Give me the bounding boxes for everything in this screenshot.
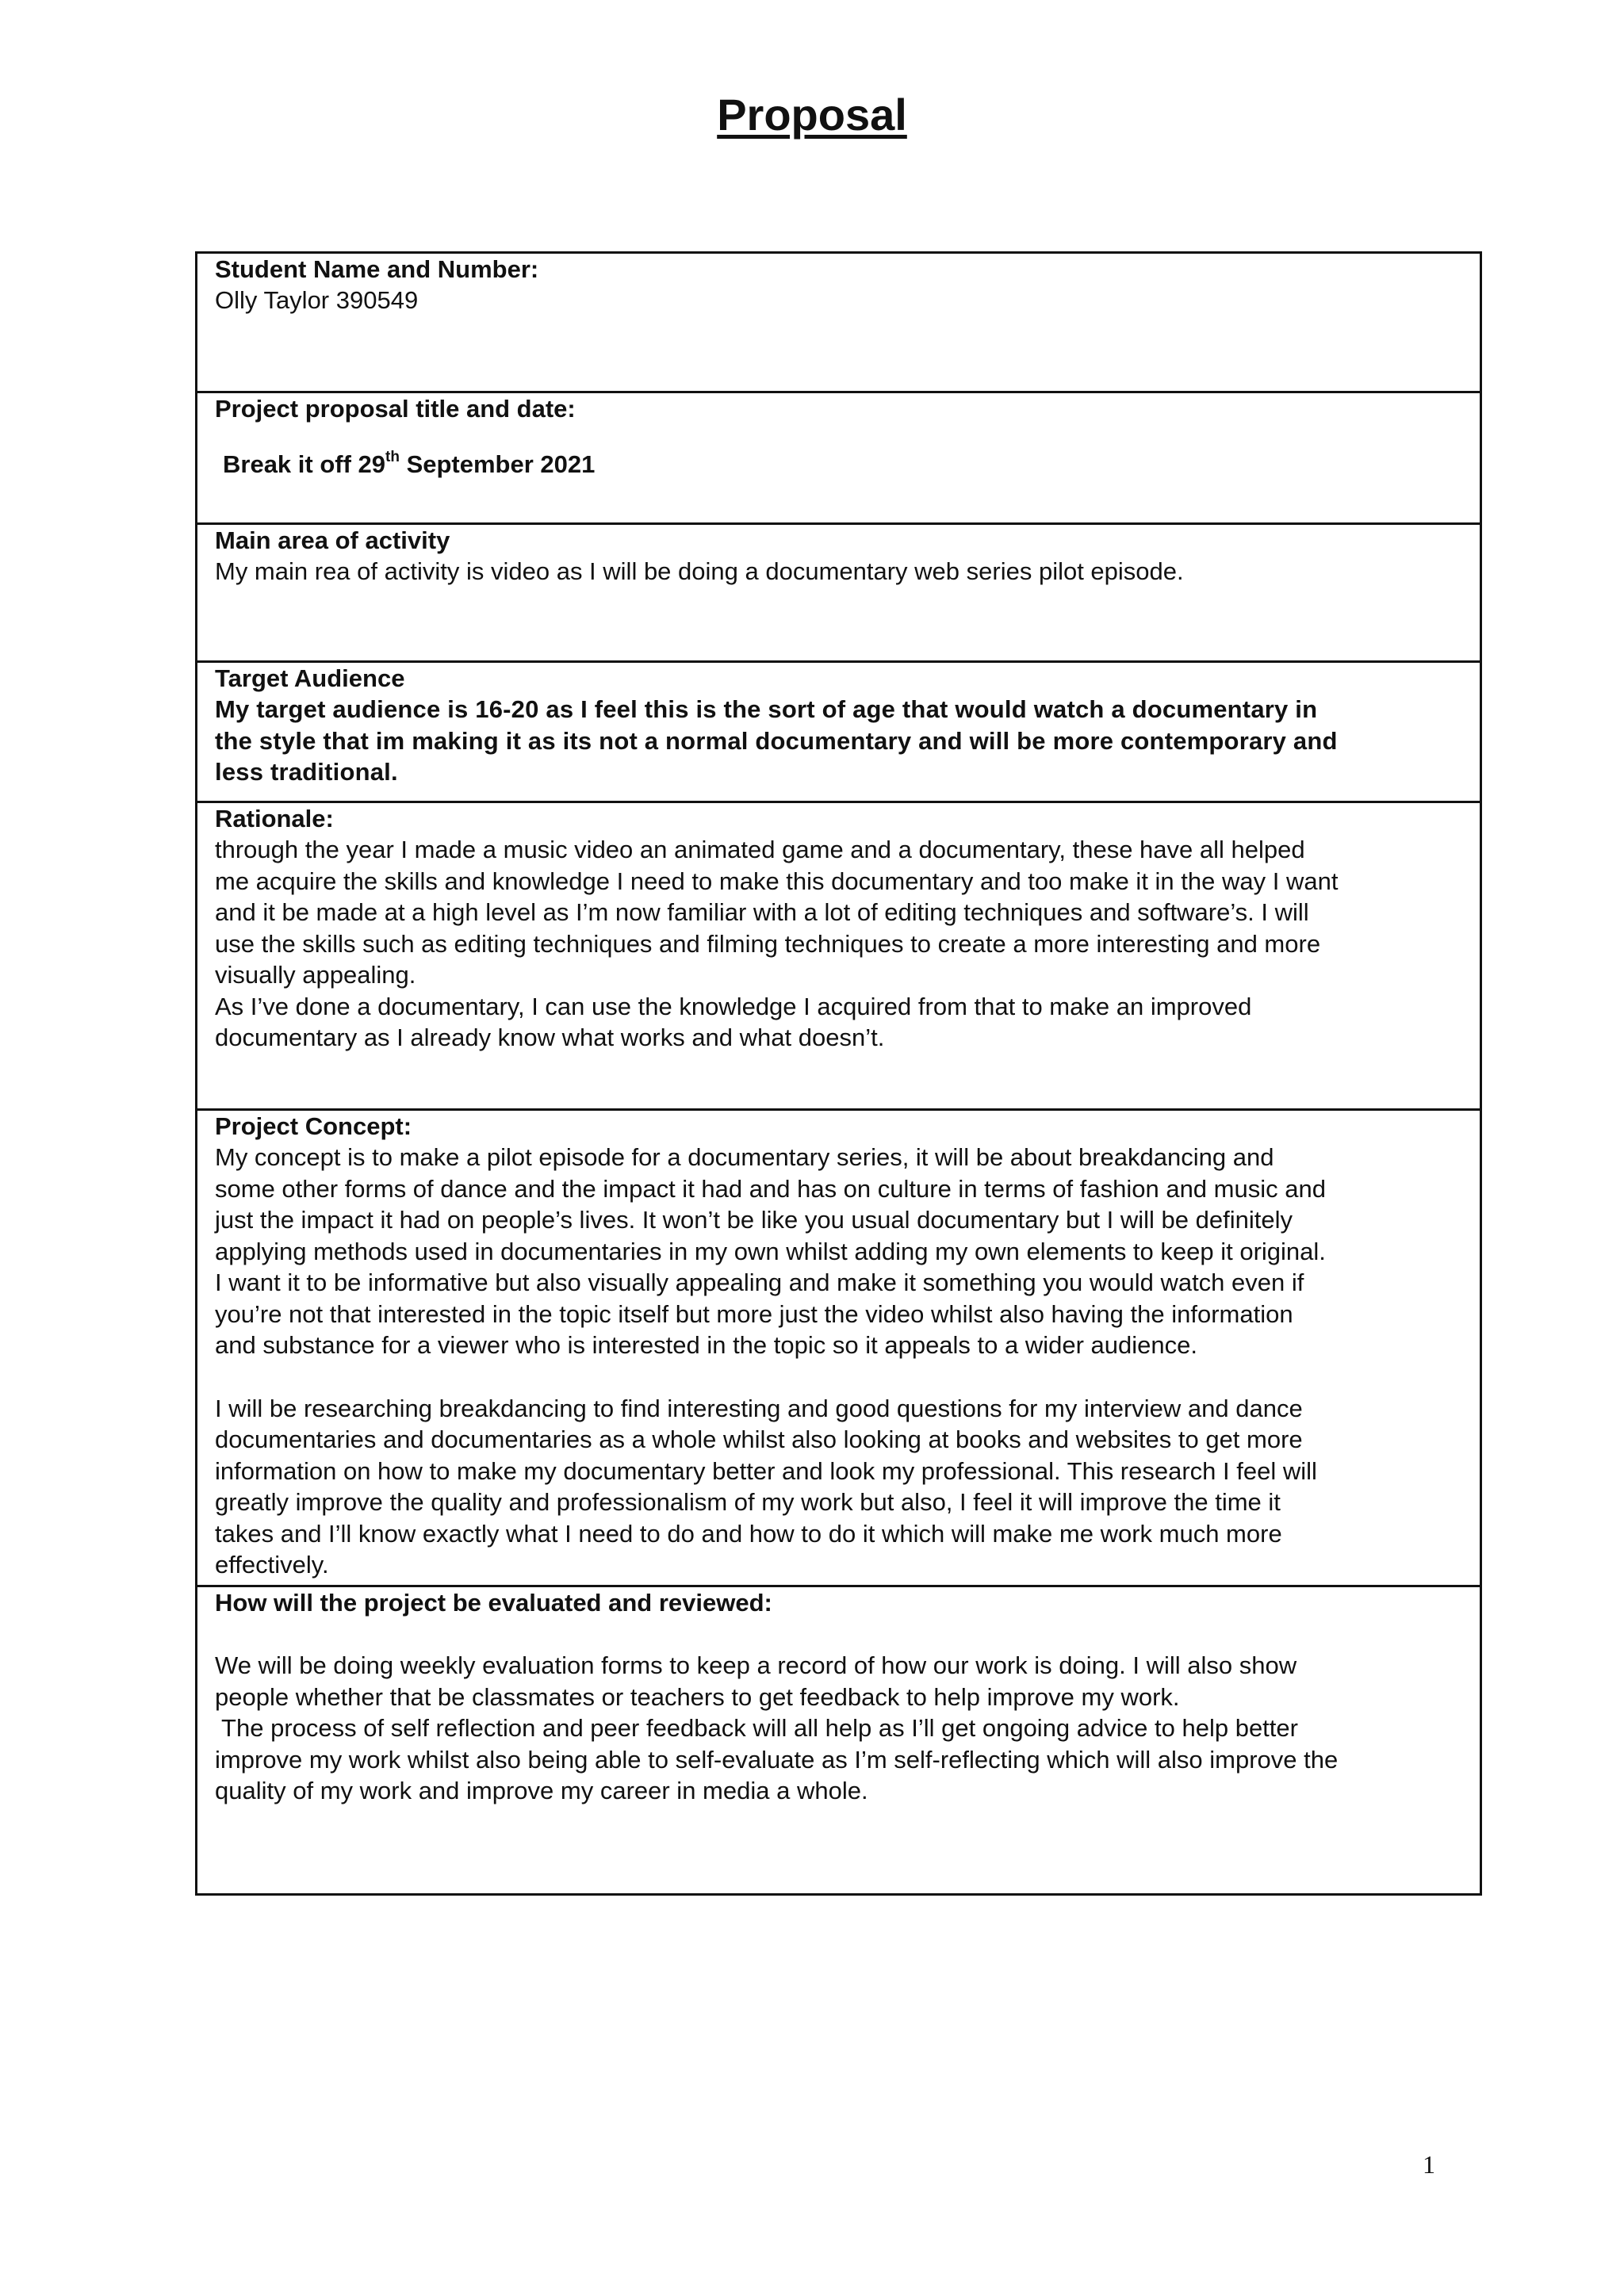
- concept-line: information on how to make my documentary better and look my professional. This research I feel will: [215, 1456, 1317, 1485]
- concept-line: I will be researching breakdancing to find interesting and good questions for my interview and dance: [215, 1394, 1303, 1422]
- target-audience-line: the style that im making it as its not a normal documentary and will be more contemporary and: [215, 726, 1338, 755]
- target-audience-text: [215, 694, 1462, 788]
- evaluation-line: people whether that be classmates or teachers to get feedback to help improve my work.: [215, 1682, 1180, 1711]
- rationale-label: Rationale:: [215, 805, 334, 832]
- student-value: Olly Taylor 390549: [215, 286, 419, 314]
- project-title-label: Project proposal title and date:: [215, 395, 576, 423]
- concept-line: effectively.: [215, 1551, 329, 1578]
- project-title-value: [215, 449, 1462, 480]
- paragraph-spacer: [215, 1361, 1462, 1393]
- rationale-line: documentary as I already know what works and what doesn’t.: [215, 1024, 885, 1051]
- rationale-section: [197, 801, 1480, 1108]
- rationale-text: [215, 834, 1462, 1054]
- concept-line: you’re not that interested in the topic itself but more just the video whilst also having the information: [215, 1299, 1293, 1328]
- rationale-line: As I’ve done a documentary, I can use the knowledge I acquired from that to make an improved: [215, 992, 1252, 1020]
- concept-line: just the impact it had on people’s lives. It won’t be like you usual documentary but I will be definitely: [215, 1206, 1293, 1234]
- concept-line: some other forms of dance and the impact it had and has on culture in terms of fashion and music and: [215, 1174, 1326, 1203]
- target-audience-section: [197, 660, 1480, 801]
- target-audience-label: Target Audience: [215, 664, 405, 692]
- paragraph-spacer: [215, 1618, 1462, 1650]
- proposal-form-table: [195, 251, 1482, 1896]
- target-audience-line: less traditional.: [215, 758, 398, 786]
- evaluation-line: quality of my work and improve my career in media a whole.: [215, 1777, 868, 1804]
- concept-line: greatly improve the quality and professionalism of my work but also, I feel it will improve the time it: [215, 1488, 1281, 1516]
- evaluation-line: We will be doing weekly evaluation forms to keep a record of how our work is doing. I will also show: [215, 1651, 1297, 1679]
- page-number: 1: [1423, 2150, 1435, 2179]
- evaluation-text: [215, 1650, 1462, 1807]
- project-concept-section: [197, 1108, 1480, 1585]
- rationale-line: use the skills such as editing techniques and filming techniques to create a more interesting and more: [215, 929, 1321, 958]
- project-concept-paragraph-1: [215, 1142, 1462, 1361]
- rationale-line: and it be made at a high level as I’m now familiar with a lot of editing techniques and software’s. I will: [215, 898, 1309, 926]
- rationale-line: visually appealing.: [215, 961, 416, 989]
- evaluation-section: [197, 1585, 1480, 1893]
- project-title-text: Break it off 29: [223, 450, 386, 478]
- evaluation-label: How will the project be evaluated and reviewed:: [215, 1589, 772, 1617]
- student-section: [197, 254, 1480, 391]
- concept-line: takes and I’ll know exactly what I need to do and how to do it which will make me work much more: [215, 1519, 1282, 1548]
- page-title: Proposal: [717, 90, 907, 140]
- student-label: Student Name and Number:: [215, 255, 539, 283]
- project-concept-paragraph-2: [215, 1393, 1462, 1581]
- main-area-label: Main area of activity: [215, 526, 450, 554]
- project-title-section: [197, 391, 1480, 522]
- project-date-text: September 2021: [399, 450, 596, 478]
- main-area-section: [197, 522, 1480, 660]
- concept-line: and substance for a viewer who is interested in the topic so it appeals to a wider audience.: [215, 1331, 1198, 1359]
- concept-line: I want it to be informative but also visually appealing and make it something you would watch even if: [215, 1269, 1304, 1296]
- concept-line: My concept is to make a pilot episode for a documentary series, it will be about breakdancing and: [215, 1143, 1274, 1171]
- rationale-line: through the year I made a music video an animated game and a documentary, these have all helped: [215, 836, 1305, 863]
- target-audience-line: My target audience is 16-20 as I feel this is the sort of age that would watch a documentary in: [215, 695, 1318, 723]
- main-area-line: My main rea of activity is video as I will be doing a documentary web series pilot episode.: [215, 557, 1184, 585]
- evaluation-line: improve my work whilst also being able to self-evaluate as I’m self-reflecting which will also improve the: [215, 1745, 1339, 1774]
- evaluation-line: The process of self reflection and peer feedback will all help as I’ll get ongoing advice to help better: [215, 1714, 1298, 1742]
- concept-line: documentaries and documentaries as a whole whilst also looking at books and websites to get more: [215, 1425, 1303, 1453]
- date-superscript: th: [385, 449, 400, 465]
- main-area-text: [215, 556, 1462, 587]
- concept-line: applying methods used in documentaries in my own whilst adding my own elements to keep it original.: [215, 1237, 1326, 1265]
- rationale-line: me acquire the skills and knowledge I need to make this documentary and too make it in the way I want: [215, 867, 1339, 895]
- project-concept-label: Project Concept:: [215, 1112, 412, 1140]
